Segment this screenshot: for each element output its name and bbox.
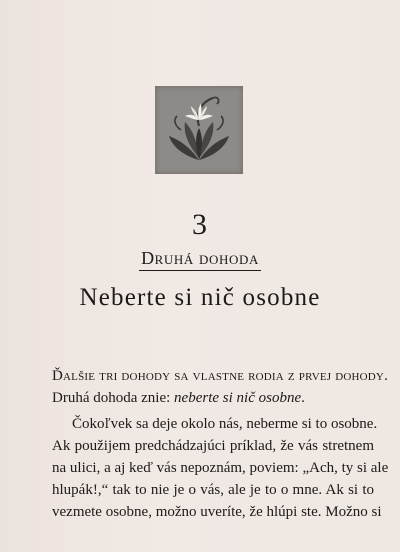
paragraph-line: vezmete osobne, možno uveríte, že hlúpi ste. Možno si (52, 504, 382, 520)
paragraph-line: na ulici, a aj keď vás nepoznám, poviem: „Ach, ty si ale (52, 460, 389, 476)
chapter-number: 3 (192, 208, 208, 241)
paragraph-line: Čokoľvek sa deje okolo nás, neberme si to osobne. (72, 416, 378, 432)
paragraph-line: Ak použijem predchádzajúci príklad, že vás stretnem (52, 438, 374, 454)
agreement-suffix: . (301, 390, 305, 406)
agreement-statement (52, 387, 374, 409)
chapter-label (0, 248, 400, 271)
agreement-prefix: Druhá dohoda znie: (52, 390, 175, 406)
opening-line: Ďalšie tri dohody sa vlastne rodia z prvej dohody. (52, 368, 389, 384)
agreement-emphasis: neberte si nič osobne (174, 390, 302, 406)
paragraph-line: hlupák!,“ tak to nie je o vás, ale je to o mne. Ak si to (52, 482, 374, 498)
chapter-label-text: Druhá dohoda (139, 248, 261, 271)
flower-ornament-icon (155, 86, 243, 174)
chapter-title: Neberte si nič osobne (79, 284, 321, 311)
paragraph-2 (52, 413, 389, 523)
body-text (52, 365, 389, 523)
